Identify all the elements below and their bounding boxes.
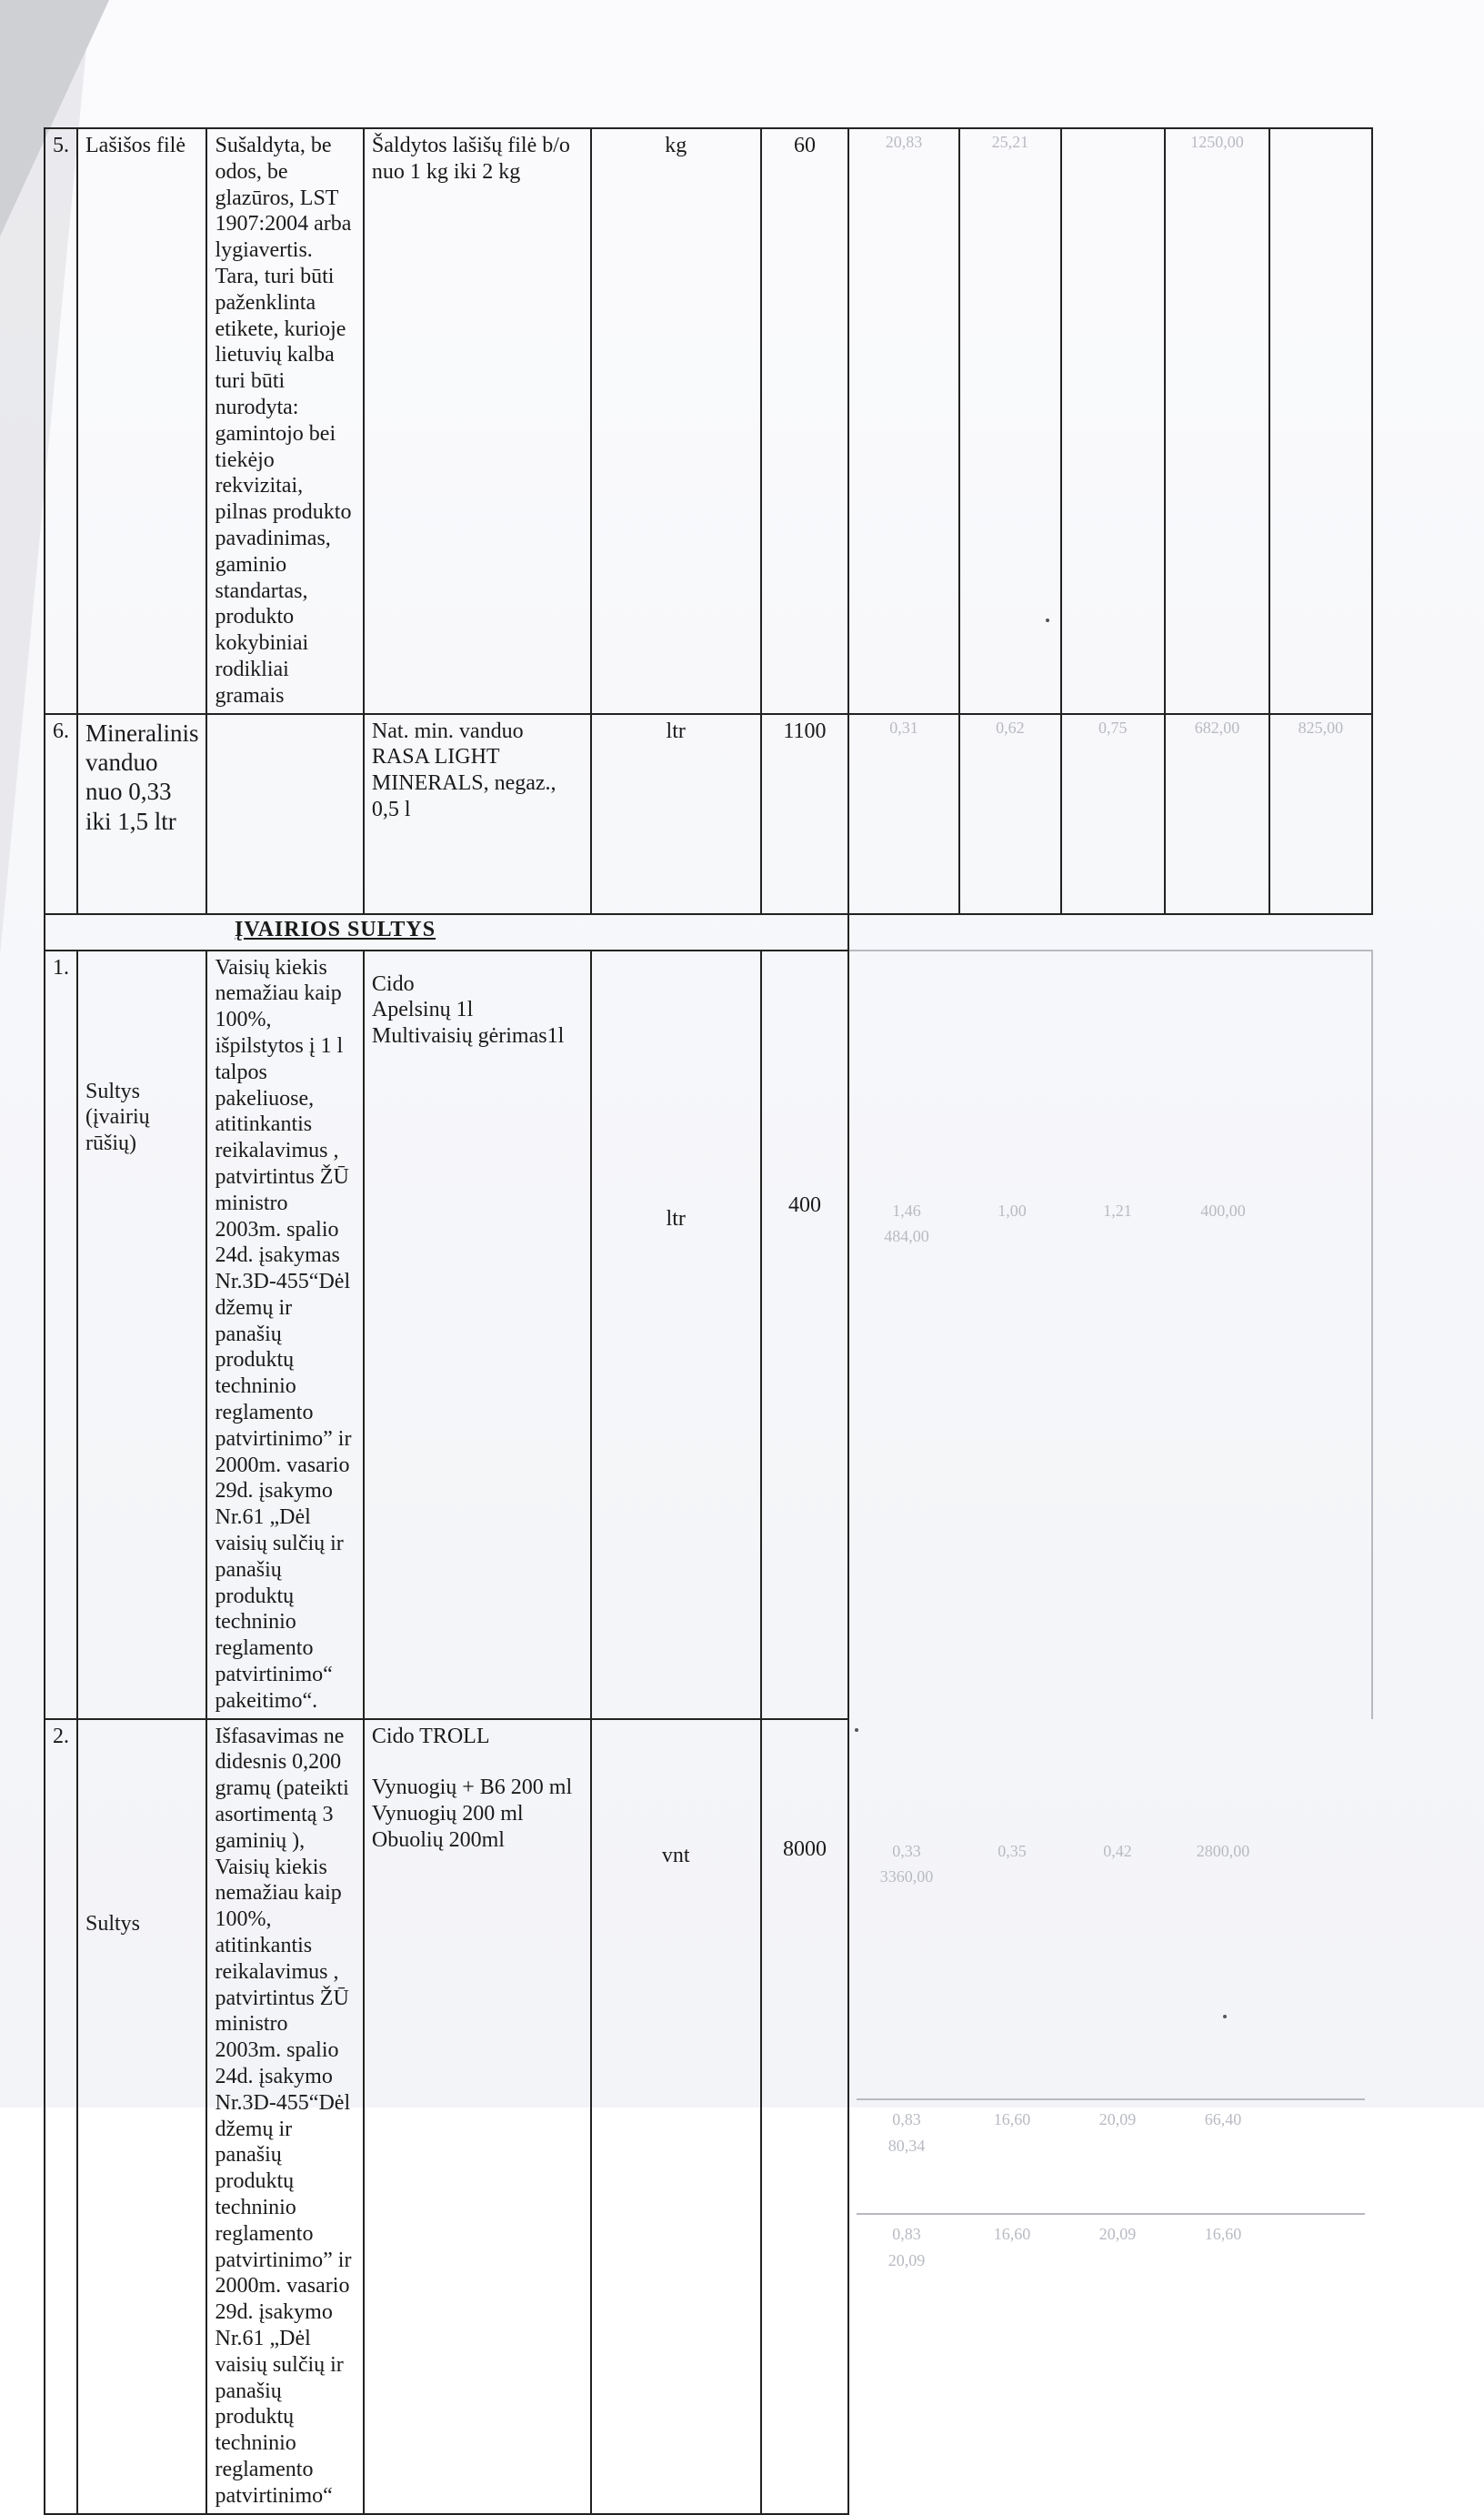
faded-value: 20,09	[1098, 2110, 1137, 2129]
price-cell	[959, 128, 1061, 714]
price-cell	[1269, 714, 1371, 914]
offer-line: Cido TROLL	[371, 1724, 490, 1748]
faded-value: 1,00	[998, 1201, 1027, 1220]
faded-value: 0,83	[892, 2110, 921, 2129]
unit: vnt	[591, 1719, 761, 2514]
price-cell	[1165, 714, 1270, 914]
faded-value: 825,00	[1298, 718, 1344, 737]
row-number: 6.	[45, 714, 77, 914]
section-title: ĮVAIRIOS SULTYS	[235, 917, 436, 941]
product-name: Mineralinis vanduo nuo 0,33 iki 1,5 ltr	[77, 714, 206, 914]
section-row	[45, 914, 1483, 951]
faded-value: 16,60	[1204, 2224, 1242, 2243]
price-cell	[1061, 128, 1165, 714]
faded-value: 0,83	[892, 2224, 921, 2243]
unit: ltr	[591, 714, 761, 914]
quantity: 1100	[761, 714, 848, 914]
row-number: 1.	[45, 951, 77, 1719]
faded-value: 20,09	[887, 2250, 926, 2269]
faded-value: 16,60	[993, 2224, 1031, 2243]
faded-value: 0,33	[892, 1841, 921, 1860]
product-description: Vaisių kiekis nemažiau kaip 100%, išpilstytos į 1 l talpos pakeliuose, atitinkantis reikalavimus , patvirtintus ŽŪ ministro 2003m. spalio 24d. įsakymas Nr.3D-455“Dėl džemų ir panašių produktų techninio reglamento patvirtinimo” ir 2000m. vasario 29d. įsakymo Nr.61 „Dėl vaisių sulčių ir panašių produktų techninio reglamento patvirtinimo“ pakeitimo“.	[206, 951, 363, 1719]
faded-value: 16,60	[993, 2110, 1031, 2129]
quantity: 60	[761, 128, 848, 714]
row-number: 5.	[45, 128, 77, 714]
offered-product: Šaldytos lašišų filė b/o nuo 1 kg iki 2 kg	[364, 128, 591, 714]
offer-line: Vynuogių 200 ml	[371, 1802, 524, 1826]
table-row	[45, 1719, 1483, 2514]
quantity: 400	[761, 951, 848, 1719]
offer-line	[372, 1749, 583, 1775]
faded-value: 484,00	[884, 1227, 929, 1246]
scan-speck	[1046, 619, 1049, 622]
offered-product	[364, 951, 591, 1719]
row-number: 2.	[45, 1719, 77, 2514]
offer-line: Apelsinų 1l	[371, 998, 474, 1022]
price-cell	[848, 714, 959, 914]
price-cell	[848, 1719, 1372, 2514]
faded-value: 0,35	[998, 1841, 1027, 1860]
faded-value: 682,00	[1194, 718, 1240, 737]
price-cell	[1269, 128, 1371, 714]
offered-product: Nat. min. vanduo RASA LIGHT MINERALS, negaz., 0,5 l	[364, 714, 591, 914]
faded-value: 1250,00	[1190, 133, 1244, 151]
unit: kg	[591, 128, 761, 714]
table-row	[45, 951, 1483, 1719]
faded-value: 25,21	[991, 133, 1029, 151]
quantity: 8000	[761, 1719, 848, 2514]
table-row	[45, 714, 1483, 914]
price-cell	[848, 951, 1372, 1719]
section-heading-cell	[45, 914, 848, 951]
price-cell	[959, 714, 1061, 914]
faded-value: 20,83	[885, 133, 923, 151]
price-cell	[848, 128, 959, 714]
faded-value: 0,75	[1098, 718, 1128, 737]
product-description	[206, 714, 363, 914]
price-cell	[848, 914, 1372, 951]
table-row	[45, 128, 1483, 714]
product-name: Sultys	[77, 1719, 206, 2514]
product-table	[44, 127, 1484, 2515]
offer-line: Cido	[371, 971, 415, 996]
scan-speck	[855, 1728, 858, 1732]
product-description: Išfasavimas ne didesnis 0,200 gramų (pateikti asortimentą 3 gaminių ), Vaisių kiekis nemažiau kaip 100%, atitinkantis reikalavimus , patvirtintus ŽŪ ministro 2003m. spalio 24d. įsakymo Nr.3D-455“Dėl džemų ir panašių produktų techninio reglamento patvirtinimo” ir 2000m. vasario 29d. įsakymo Nr.61 „Dėl vaisių sulčių ir panašių produktų techninio reglamento patvirtinimo“	[206, 1719, 363, 2514]
offer-line: Obuolių 200ml	[371, 1828, 505, 1853]
faded-value: 0,31	[889, 718, 918, 737]
faded-value: 1,46	[892, 1201, 921, 1220]
faded-value: 80,34	[887, 2137, 926, 2156]
faded-value: 400,00	[1200, 1201, 1246, 1220]
product-name: Lašišos filė	[77, 128, 206, 714]
product-description: Sušaldyta, be odos, be glazūros, LST 1907:2004 arba lygiavertis. Tara, turi būti paženklinta etikete, kurioje lietuvių kalba turi būti nurodyta: gamintojo bei tiekėjo rekvizitai, pilnas produkto pavadinimas, gaminio standartas, produkto kokybiniai rodikliai gramais	[206, 128, 363, 714]
product-name: Sultys (įvairių rūšių)	[77, 951, 206, 1719]
offer-line: Vynuogių + B6 200 ml	[371, 1776, 573, 1800]
faded-value: 3360,00	[879, 1867, 934, 1886]
faded-value: 2800,00	[1196, 1841, 1250, 1860]
offer-line: Multivaisių gėrimas1l	[371, 1024, 565, 1049]
faded-value: 0,42	[1103, 1841, 1132, 1860]
scan-speck	[1223, 2015, 1227, 2018]
unit: ltr	[591, 951, 761, 1719]
price-cell	[1165, 128, 1270, 714]
faded-value: 1,21	[1103, 1201, 1132, 1220]
faded-value: 20,09	[1098, 2224, 1137, 2243]
offered-product	[364, 1719, 591, 2514]
faded-value: 0,62	[996, 718, 1025, 737]
price-cell	[1061, 714, 1165, 914]
faded-value: 66,40	[1204, 2110, 1242, 2129]
